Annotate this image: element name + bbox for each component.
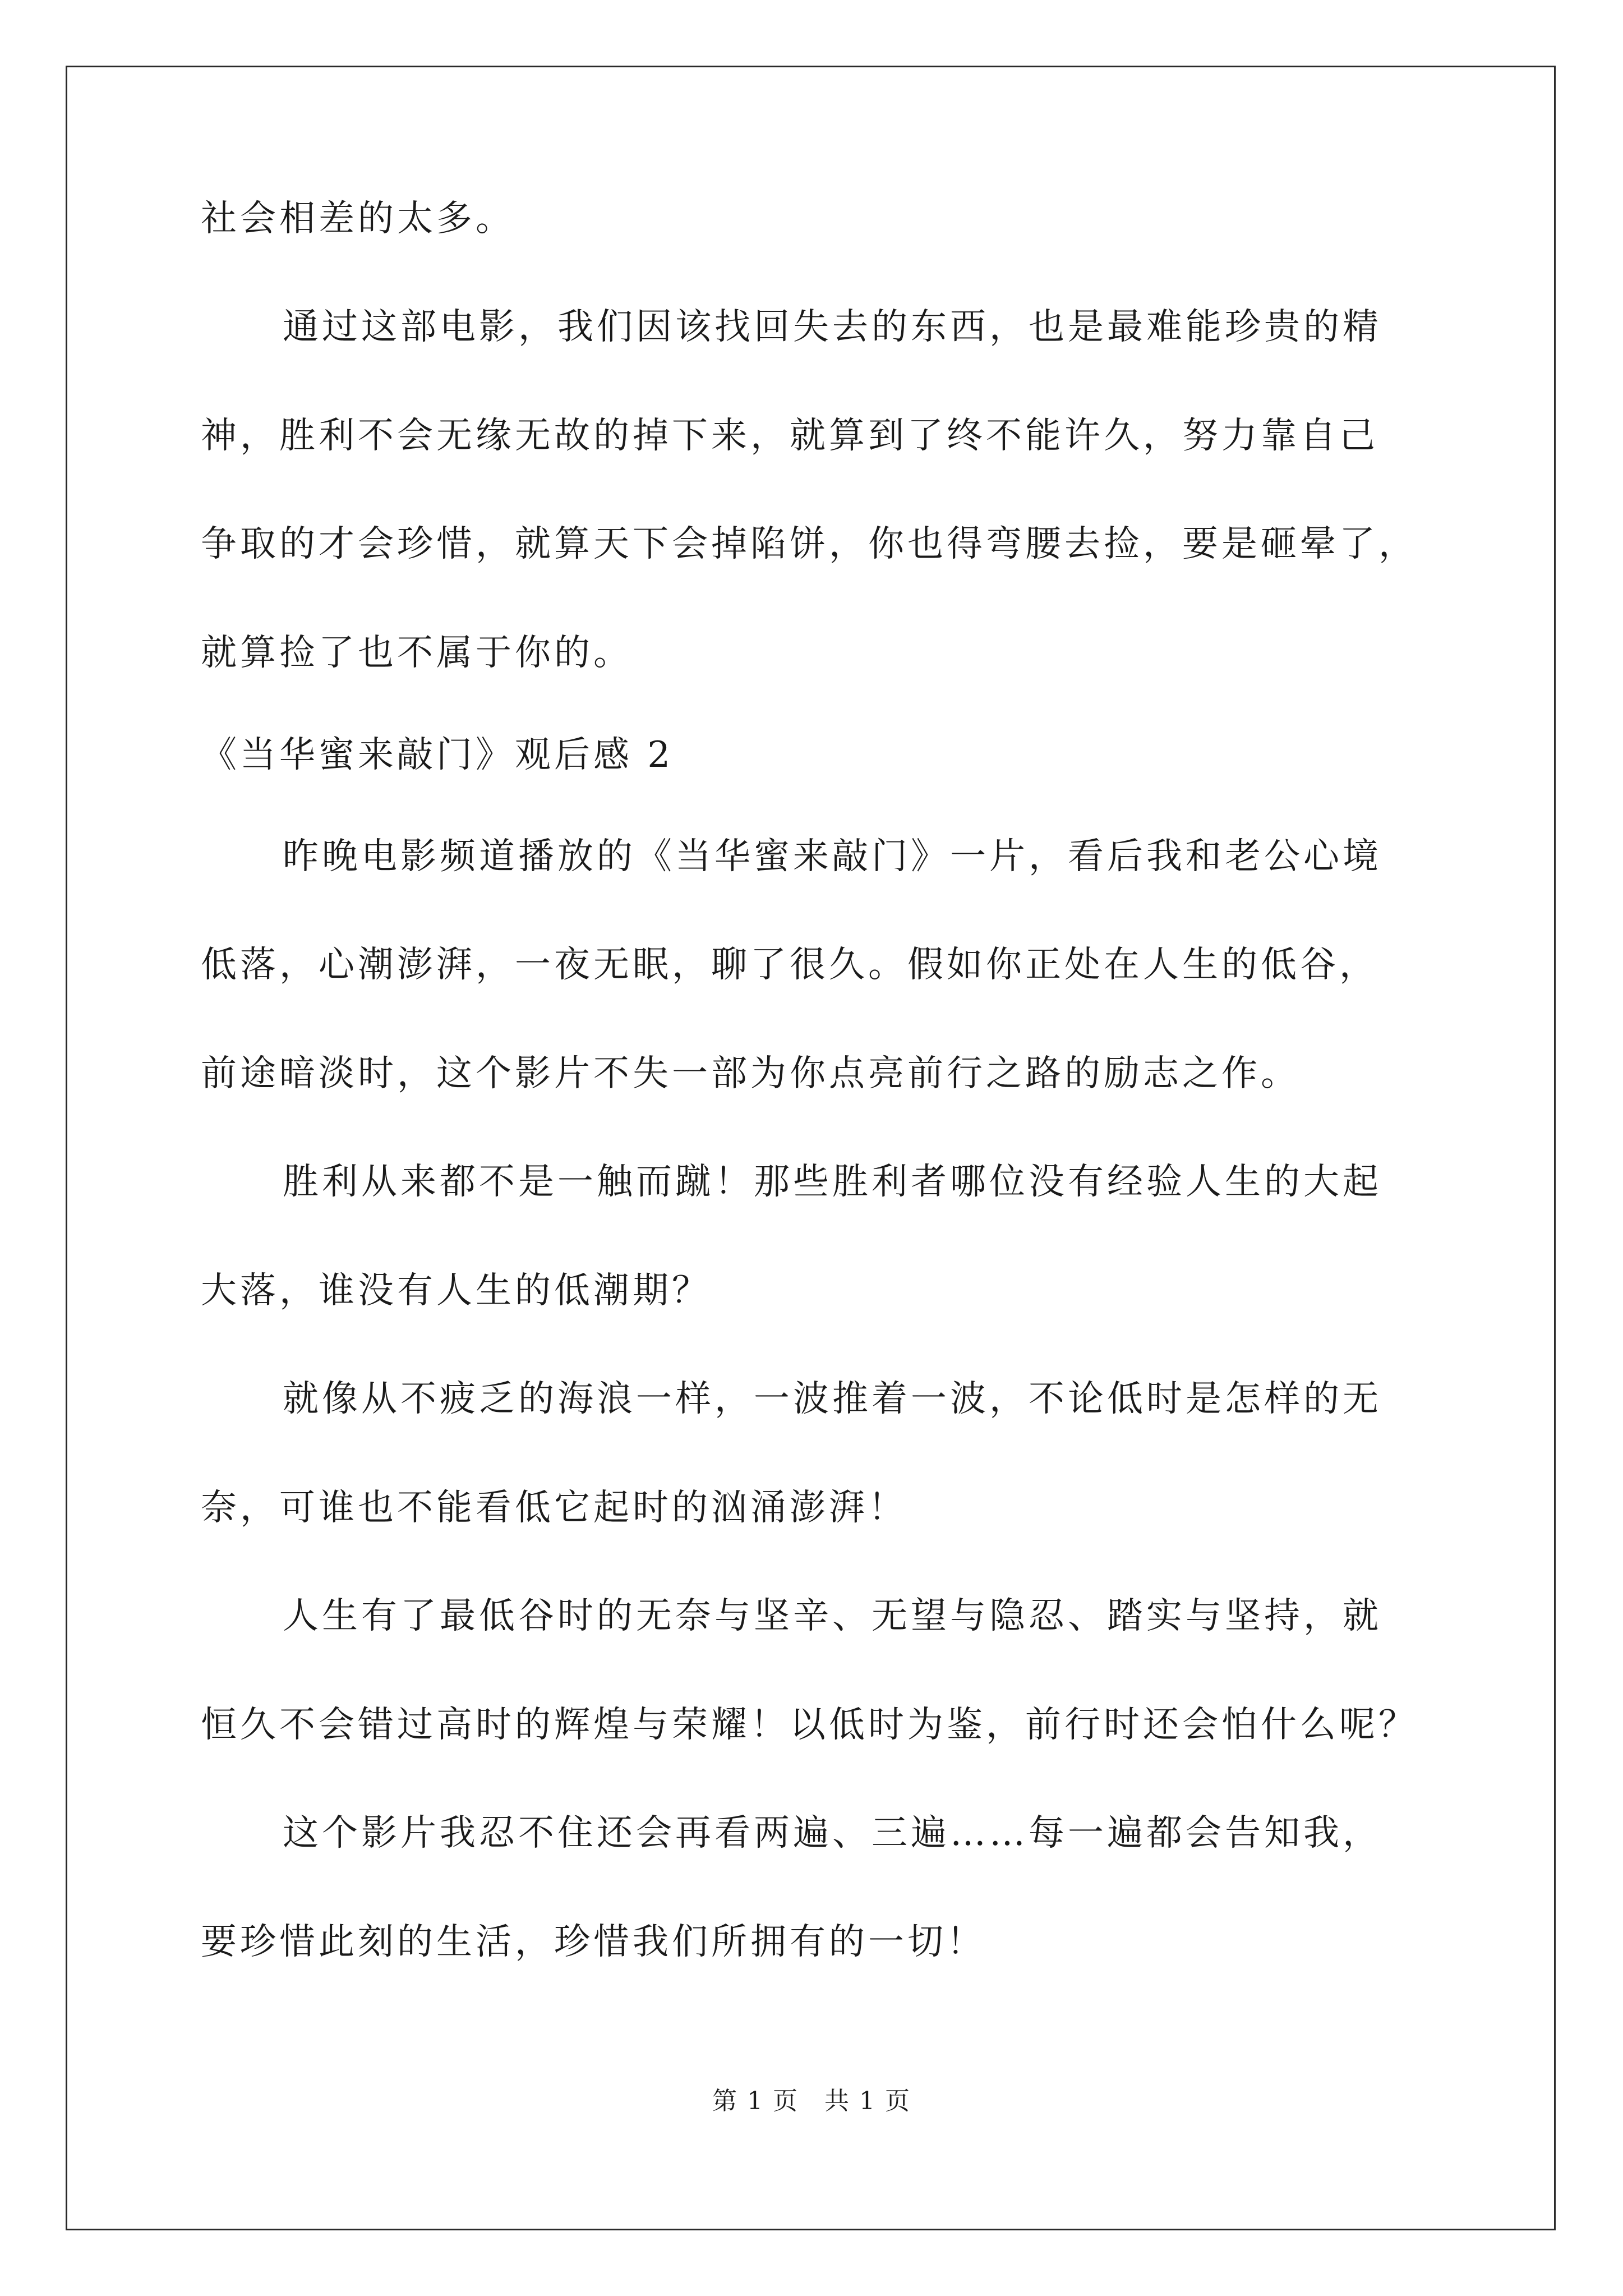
section-title: 《当华蜜来敲门》观后感 2 <box>201 734 674 776</box>
text-line: 社会相差的太多。 <box>201 198 515 240</box>
text-line: 就像从不疲乏的海浪一样，一波推着一波，不论低时是怎样的无 <box>283 1378 1382 1420</box>
page-border <box>66 66 1556 2230</box>
page-number: 第 1 页 共 1 页 <box>712 2087 911 2115</box>
text-line: 神，胜利不会无缘无故的掉下来，就算到了终不能许久，努力靠自己 <box>201 415 1378 457</box>
text-line: 奈，可谁也不能看低它起时的汹涌澎湃！ <box>201 1487 907 1529</box>
text-line: 通过这部电影，我们因该找回失去的东西，也是最难能珍贵的精 <box>283 306 1382 348</box>
text-line: 要珍惜此刻的生活，珍惜我们所拥有的一切！ <box>201 1921 986 1963</box>
text-line: 这个影片我忍不住还会再看两遍、三遍……每一遍都会告知我， <box>283 1812 1382 1854</box>
text-line: 恒久不会错过高时的辉煌与荣耀！以低时为鉴，前行时还会怕什么呢？ <box>201 1704 1418 1746</box>
text-line: 胜利从来都不是一触而蹴！那些胜利者哪位没有经验人生的大起 <box>283 1161 1382 1203</box>
text-line: 前途暗淡时，这个影片不失一部为你点亮前行之路的励志之作。 <box>201 1053 1300 1094</box>
text-line: 大落，谁没有人生的低潮期？ <box>201 1270 711 1312</box>
text-line: 昨晚电影频道播放的《当华蜜来敲门》一片，看后我和老公心境 <box>283 836 1382 877</box>
text-line: 就算捡了也不属于你的。 <box>201 632 633 674</box>
text-line: 争取的才会珍惜，就算天下会掉陷饼，你也得弯腰去捡，要是砸晕了， <box>201 523 1418 565</box>
text-line: 人生有了最低谷时的无奈与坚辛、无望与隐忍、踏实与坚持，就 <box>283 1595 1382 1637</box>
text-line: 低落，心潮澎湃，一夜无眠，聊了很久。假如你正处在人生的低谷， <box>201 944 1378 986</box>
